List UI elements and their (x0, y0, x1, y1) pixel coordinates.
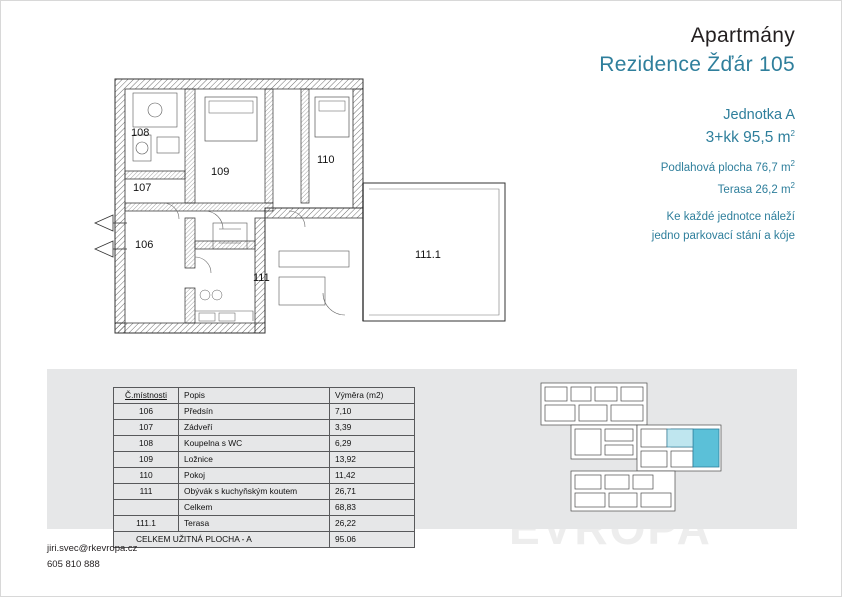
cell-number: 111.1 (114, 516, 179, 532)
cell-description: Celkem (179, 500, 330, 516)
table-row (114, 420, 415, 436)
plan-label-110: 110 (317, 154, 335, 166)
cell-total-value: 95.06 (330, 532, 415, 548)
cell-area: 13,92 (330, 452, 415, 468)
plan-label-108: 108 (131, 127, 150, 139)
plan-label-111-1: 111.1 (415, 249, 441, 261)
table-row (114, 436, 415, 452)
cell-area: 6,29 (330, 436, 415, 452)
cell-area: 26,71 (330, 484, 415, 500)
cell-number: 111 (114, 484, 179, 500)
cell-area: 3,39 (330, 420, 415, 436)
table-row (114, 484, 415, 500)
cell-number: 106 (114, 404, 179, 420)
cell-description: Obývák s kuchyňským koutem (179, 484, 330, 500)
table-row (114, 452, 415, 468)
cell-description: Předsín (179, 404, 330, 420)
rooms-table (113, 387, 415, 548)
unit-name: Jednotka A (723, 107, 795, 123)
header-cell-description: Popis (179, 388, 330, 404)
cell-description: Pokoj (179, 468, 330, 484)
area-table-panel (47, 369, 797, 544)
cell-area: 26,22 (330, 516, 415, 532)
plan-label-107: 107 (133, 182, 152, 194)
cell-number: 108 (114, 436, 179, 452)
cell-number: 107 (114, 420, 179, 436)
header-cell-number: Č.místnosti (114, 388, 179, 404)
unit-note-line2: jedno parkovací stání a kóje (651, 230, 795, 243)
cell-description: Zádveří (179, 420, 330, 436)
page-title: Apartmány (690, 24, 795, 47)
page-subtitle: Rezidence Žďár 105 (599, 53, 795, 77)
unit-layout-text: 3+kk 95,5 m (705, 129, 791, 147)
cell-description: Terasa (179, 516, 330, 532)
unit-terrace-sup: 2 (790, 181, 795, 191)
site-plan-mini (527, 377, 777, 522)
unit-layout-sup: 2 (790, 129, 795, 139)
cell-area: 11,42 (330, 468, 415, 484)
cell-description: Ložnice (179, 452, 330, 468)
contact-email[interactable]: jiri.svec@rkevropa.cz (47, 543, 138, 554)
cell-area: 68,83 (330, 500, 415, 516)
cell-number (114, 500, 179, 516)
table-row (114, 516, 415, 532)
cell-number: 110 (114, 468, 179, 484)
cell-number: 109 (114, 452, 179, 468)
unit-terrace-text: Terasa 26,2 m (717, 183, 791, 196)
contact-block (47, 541, 137, 572)
table-row (114, 404, 415, 420)
table-row-subtotal (114, 500, 415, 516)
unit-floor-area-text: Podlahová plocha 76,7 m (660, 162, 791, 175)
plan-label-111: 111 (253, 272, 270, 284)
unit-floor-area-sup: 2 (790, 159, 795, 169)
table-row-total (114, 532, 415, 548)
cell-total-label: CELKEM UŽITNÁ PLOCHA - A (114, 532, 330, 548)
table-row (114, 468, 415, 484)
plan-label-106: 106 (135, 239, 154, 251)
unit-note-line1: Ke každé jednotce náleží (666, 210, 795, 223)
header-cell-area: Výměra (m2) (330, 388, 415, 404)
cell-area: 7,10 (330, 404, 415, 420)
cell-description: Koupelna s WC (179, 436, 330, 452)
table-header-row (114, 388, 415, 404)
floor-plan (93, 63, 523, 343)
contact-phone: 605 810 888 (47, 558, 100, 570)
plan-label-109: 109 (211, 166, 230, 178)
